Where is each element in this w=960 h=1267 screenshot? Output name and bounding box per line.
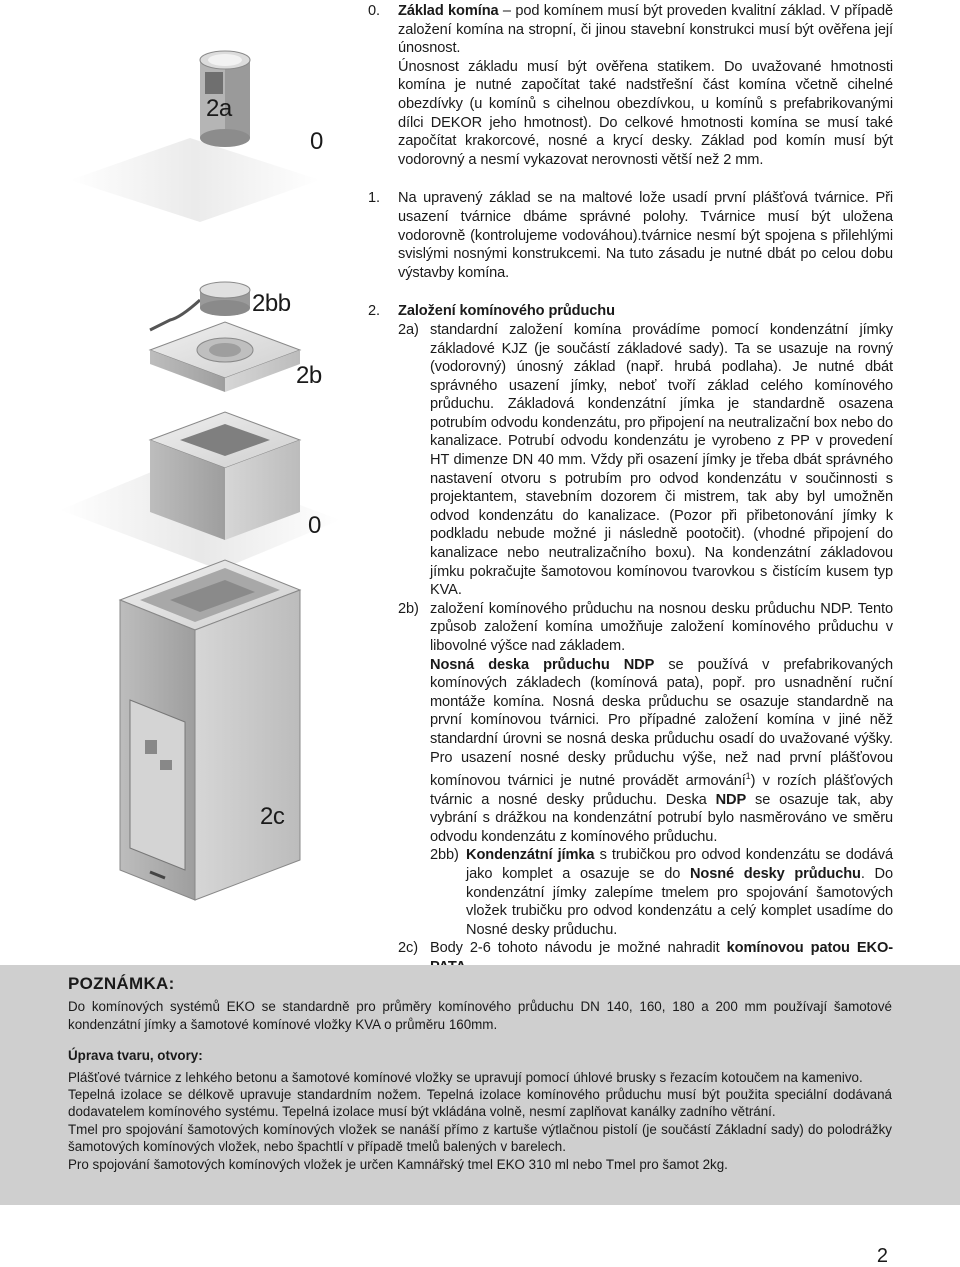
section-2-title: Založení komínového průduchu (398, 303, 615, 320)
section-2a (368, 321, 893, 600)
note-paragraph-5: Pro spojování šamotových komínových vložek je určen Kamnářský tmel EKO 310 ml nebo Tmel pro šamot 2kg. (68, 1156, 728, 1172)
figure-2c-drawing (120, 560, 300, 900)
illustration-panel (0, 0, 360, 960)
figure-label-2bb: 2bb (252, 290, 291, 317)
figure-label-0-mid: 0 (308, 512, 321, 539)
section-2b (368, 600, 893, 847)
section-2a-paragraph: standardní založení komína provádíme pomocí kondenzátní jímky základové KJZ (je součástí základové sady). Ta se usazuje na rovný (vodorovný) únosný základ (např. hrubá podlaha). Je nutné dbát správného usazení jímky, neboť tvoří základ celého komínového průduchu. Základová kondenzátní jímka je standardně osazena potrubím odvodu kondenzátu, pro připojení na neutralizační box nebo do kanalizace. Potrubí odvodu kondenzátu je vyrobeno z PP v provedení HT dimenze DN 40 mm. Vždy při osazení jímky je třeba dbát správného nastavení otvoru s potrubím pro odvod kondenzátu v součinnosti s projektantem, stavebním dozorem či mistrem, tak aby byl umožněn odvod kondenzátu do kanalizace. (Pozor při přibetonování jímky k podkladu nebude možné ji následně pootočit). (vhodné připojení do kanalizace nebo neutralizačního boxu). Na kondenzátní základovou jímku pokračujte šamotovou komínovou tvarovkou s čistícím kusem typ KVA. (430, 321, 893, 599)
section-0-number: 0. (368, 3, 380, 19)
section-0-paragraph-2: Únosnost základu musí být ověřena statikem. Do uvažované hmotnosti komína je nutné započítat také nadstřešní část komína včetně cihelné obezdívky (u komínů s cihelnou obezdívkou, u komínů s prefabrikovanými dílci DEKOR jeho hmotnost). Do celkové hmotnosti komína se musí také započítat krakorcové, nosné a krycí desky. Základ pod komín musí být vodorovný a nesmí vykazovat nerovnosti větší než 2 mm. (398, 58, 893, 168)
section-0-title: Základ komína (398, 3, 499, 19)
figure-label-2c: 2c (260, 803, 285, 830)
section-0-paragraph-1 (398, 2, 893, 58)
figure-2a-drawing (70, 51, 320, 222)
section-2bb-bold-1: Kondenzátní jímka (466, 847, 595, 864)
section-0-text-1: – pod komínem musí být proveden kvalitní základ. V případě založení komína na stropní, či jinou stavební konstrukci musí být ověřena její únosnost. (398, 3, 893, 57)
figure-label-2b: 2b (296, 362, 322, 389)
section-2c-text: Body 2-6 tohoto návodu je možné nahradit (430, 940, 727, 957)
section-1-number: 1. (368, 190, 380, 207)
section-2b-paragraph-1: založení komínového průduchu na nosnou desku průduchu NDP. Tento způsob založení komína umožňuje založení komínového průduchu v libovolné výšce nad základem. (430, 600, 893, 654)
section-2b-text-4: se osazuje tak, aby vybrání s drážkou na kondenzátní potrubí bylo nasměrováno ve směru odvodu kondenzátu z komínového průduchu. (430, 791, 893, 845)
note-content (68, 975, 892, 1173)
section-2bb-text-1: s trubičkou pro odvod kondenzátu se dodává jako komplet a osazuje se do (466, 847, 893, 882)
instructions-column (368, 0, 893, 977)
section-2bb-paragraph (466, 846, 893, 939)
figure-label-2a: 2a (206, 95, 232, 122)
figure-2bb-drawing (150, 282, 250, 330)
section-2c-bold: komínovou patou EKO- (726, 940, 893, 957)
note-title: POZNÁMKA: (68, 974, 175, 993)
section-0 (368, 2, 893, 169)
figure-0-block-drawing (60, 412, 340, 570)
section-1-paragraph: Na upravený základ se na maltové lože usadí první plášťová tvárnice. Při usazení tvárnice dbáme správné polohy. Tvárnice musí být uložena vodorovně (kontrolujeme vodováhou).tvárnice nesmí být spojena s přilehlými svislými nosnými konstrukcemi. Na tuto zásadu je nutné dbát po celou dobu výstavby komína. (398, 190, 893, 281)
section-2bb (368, 846, 893, 939)
section-2b-paragraph-2 (430, 656, 893, 847)
section-2b-number: 2b) (398, 600, 419, 617)
section-2bb-bold-2: Nosné desky průduchu (689, 865, 861, 882)
chimney-assembly-drawing (0, 0, 360, 960)
section-1 (368, 189, 893, 282)
note-subheading: Úprava tvaru, otvory: (68, 1048, 203, 1064)
section-2bb-number: 2bb) (430, 847, 459, 864)
page-number: 2 (876, 1245, 888, 1267)
note-paragraph-3: Tepelná izolace se délkově upravuje standardním nožem. Tepelná izolace komínového průduchu musí být použita speciální dodávaná dodavatelem komínového systému. Tepelná izolace musí být vkládána volně, nesmí zaplňovat kanálky zadního větrání. (68, 1087, 892, 1120)
figure-2b-drawing (150, 322, 300, 392)
section-2a-number: 2a) (398, 321, 419, 338)
section-2b-text-2: se používá v prefabrikovaných komínových základech (komínová pata), popř. pro usnadnění ruční montáže komína. Nosná deska průduchu se osazuje standardně na první komínovou tvárnici. Pro případné založení komína v jiné něž standardní úrovni se nosná deska průduchu osadí do uvažované výšky. Pro usazení nosné desky průduchu výše, než nad první plášťovou komínovou tvárnici je nutné provádět armování (430, 656, 893, 790)
note-paragraph-4: Tmel pro spojování šamotových komínových vložek se nanáší přímo z kartuše výtlačnou pistolí (je součástí Základní sady) do polodrážky šamotových komínových vložek, nebo špachtlí v případě tmelů balených v barelech. (68, 1121, 892, 1155)
section-2b-footnote-ref: 1 (745, 771, 751, 782)
note-paragraph-1: Do komínových systémů EKO se standardně pro průměry komínového průduchu DN 140, 160, 180 a 200 mm používají šamotové kondenzátní jímky a šamotové komínové vložky KVA o průměru 160mm. (68, 999, 892, 1032)
section-2b-bold-ndp-2: NDP (715, 791, 747, 808)
section-2b-bold-ndp: Nosná deska průduchu NDP (430, 656, 655, 673)
figure-label-0-top: 0 (310, 128, 323, 155)
section-2b-text-3: ) v rozích plášťových tvárnic a nosné desky průduchu. Deska (430, 773, 893, 808)
section-2 (368, 302, 893, 321)
note-paragraph-2: Plášťové tvárnice z lehkého betonu a šamotové komínové vložky se upravují pomocí úhlové brusky s řezacím kotoučem na kamenivo. (68, 1069, 863, 1085)
section-2bb-text-2: . Do kondenzátní jímky zalepíme tmelem pro spojování šamotových vložek trubičku pro odvod kondenzátu a celý komplet usadíme do Nosné desky průduchu. (466, 865, 893, 938)
section-2c-number: 2c) (398, 940, 418, 957)
section-2-number: 2. (368, 303, 380, 320)
note-box (0, 965, 960, 1205)
